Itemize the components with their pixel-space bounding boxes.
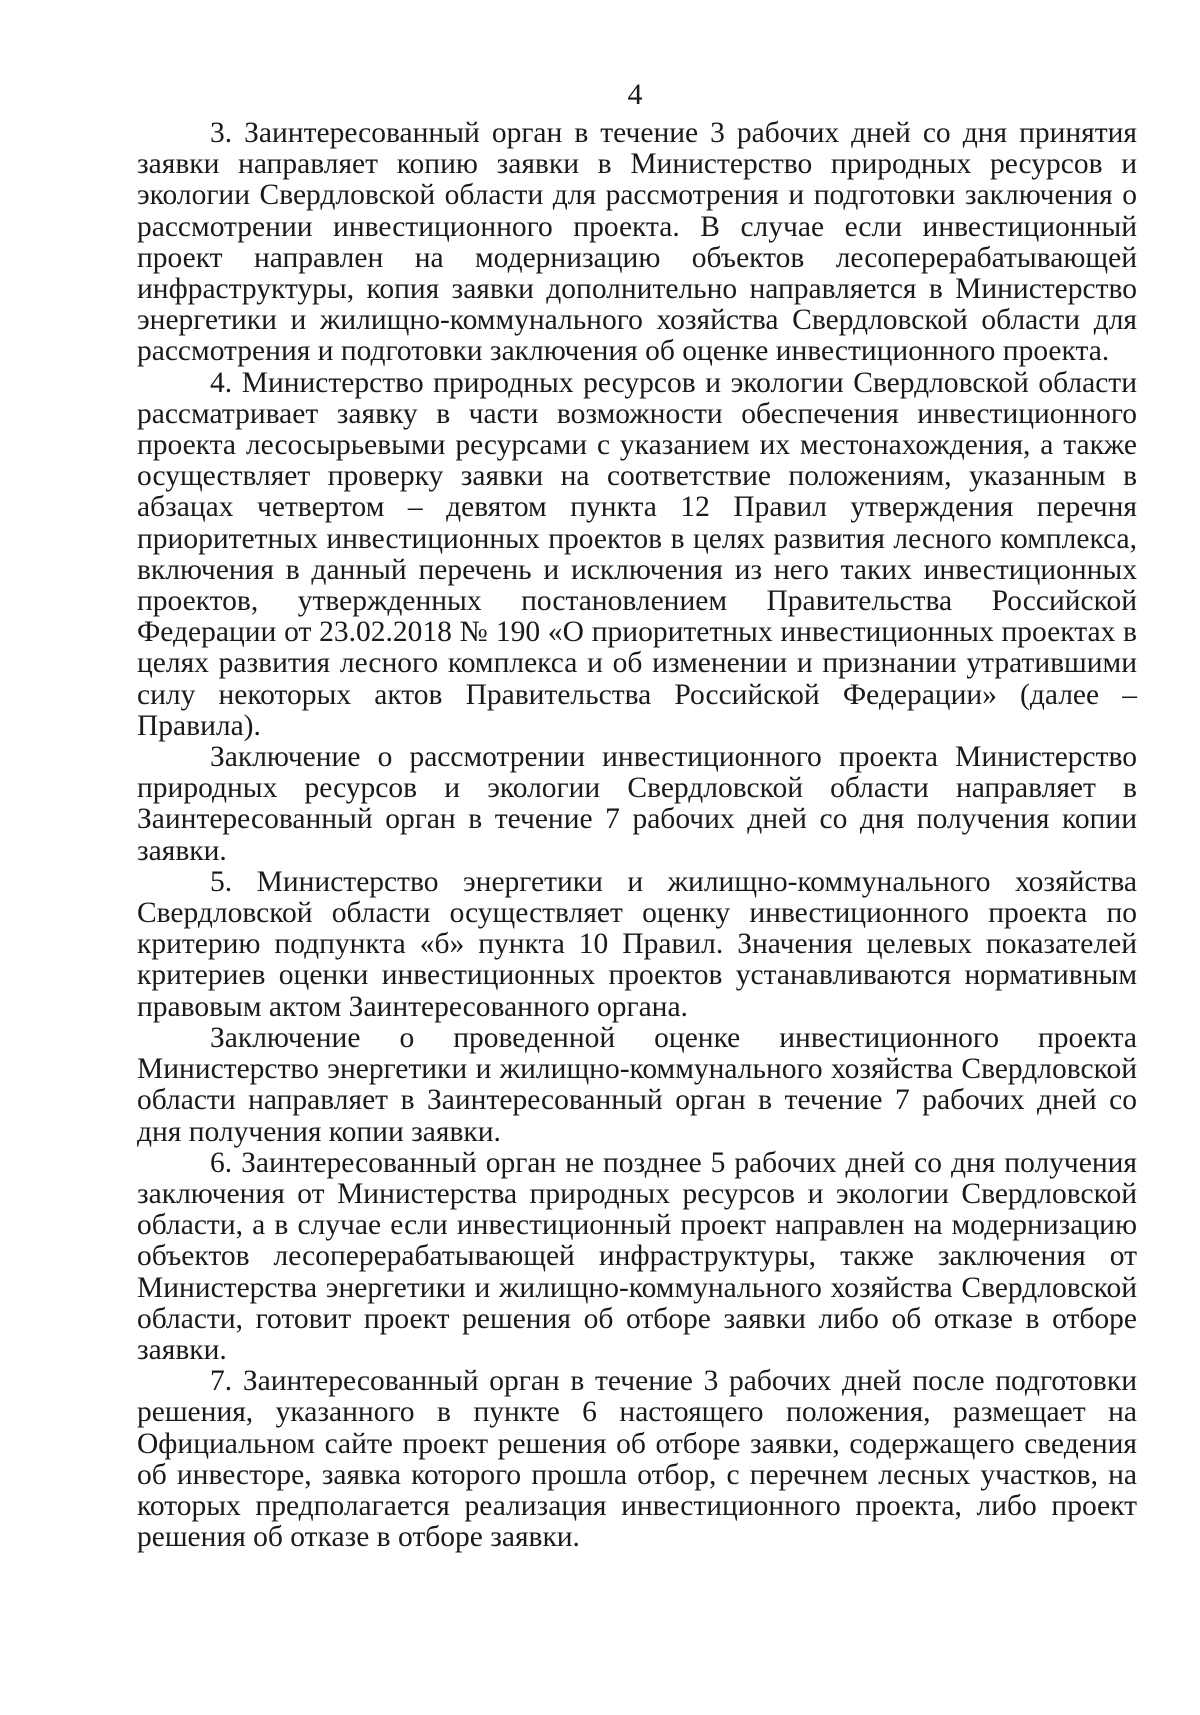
paragraph-4: 4. Министерство природных ресурсов и экологии Свердловской области рассматривает заявку в части возможности обеспечения инвестиционного проекта лесосырьевыми ресурсами с указанием их местонахождения, а также осуществляет проверку заявки на соответствие положениям, указанным в абзацах четвертом – девятом пункта 12 Правил утверждения перечня приоритетных инвестиционных проектов в целях развития лесного комплекса, включения в данный перечень и исключения из него таких инвестиционных проектов, утвержденных постановлением Правительства Российской Федерации от 23.02.2018 № 190 «О приоритетных инвестиционных проектах в целях развития лесного комплекса и об изменении и признании утратившими силу некоторых актов Правительства Российской Федерации» (далее – Правила). xyxy=(137,366,1137,742)
page-number: 4 xyxy=(627,78,643,111)
paragraph-4-conclusion: Заключение о рассмотрении инвестиционного проекта Министерство природных ресурсов и экологии Свердловской области направляет в Заинтересованный орган в течение 7 рабочих дней со дня получения копии заявки. xyxy=(137,741,1137,867)
paragraph-3: 3. Заинтересованный орган в течение 3 рабочих дней со дня принятия заявки направляет копию заявки в Министерство природных ресурсов и экологии Свердловской области для рассмотрения и подготовки заключения о рассмотрении инвестиционного проекта. В случае если инвестиционный проект направлен на модернизацию объектов лесоперерабатывающей инфраструктуры, копия заявки дополнительно направляется в Министерство энергетики и жилищно-коммунального хозяйства Свердловской области для рассмотрения и подготовки заключения об оценке инвестиционного проекта. xyxy=(137,117,1137,368)
paragraph-7: 7. Заинтересованный орган в течение 3 рабочих дней после подготовки решения, указанного в пункте 6 настоящего положения, размещает на Официальном сайте проект решения об отборе заявки, содержащего сведения об инвесторе, заявка которого прошла отбор, с перечнем лесных участков, на которых предполагается реализация инвестиционного проекта, либо проект решения об отказе в отборе заявки. xyxy=(137,1365,1137,1554)
paragraph-5-conclusion: Заключение о проведенной оценке инвестиционного проекта Министерство энергетики и жилищно-коммунального хозяйства Свердловской области направляет в Заинтересованный орган в течение 7 рабочих дней со дня получения копии заявки. xyxy=(137,1021,1137,1148)
paragraph-6: 6. Заинтересованный орган не позднее 5 рабочих дней со дня получения заключения от Министерства природных ресурсов и экологии Свердловской области, а в случае если инвестиционный проект направлен на модернизацию объектов лесоперерабатывающей инфраструктуры, также заключения от Министерства энергетики и жилищно-коммунального хозяйства Свердловской области, готовит проект решения об отборе заявки либо об отказе в отборе заявки. xyxy=(137,1146,1137,1366)
paragraph-5: 5. Министерство энергетики и жилищно-коммунального хозяйства Свердловской области осуществляет оценку инвестиционного проекта по критерию подпункта «б» пункта 10 Правил. Значения целевых показателей критериев оценки инвестиционных проектов устанавливаются нормативным правовым актом Заинтересованного органа. xyxy=(137,865,1137,1023)
document-body xyxy=(137,118,1137,1553)
